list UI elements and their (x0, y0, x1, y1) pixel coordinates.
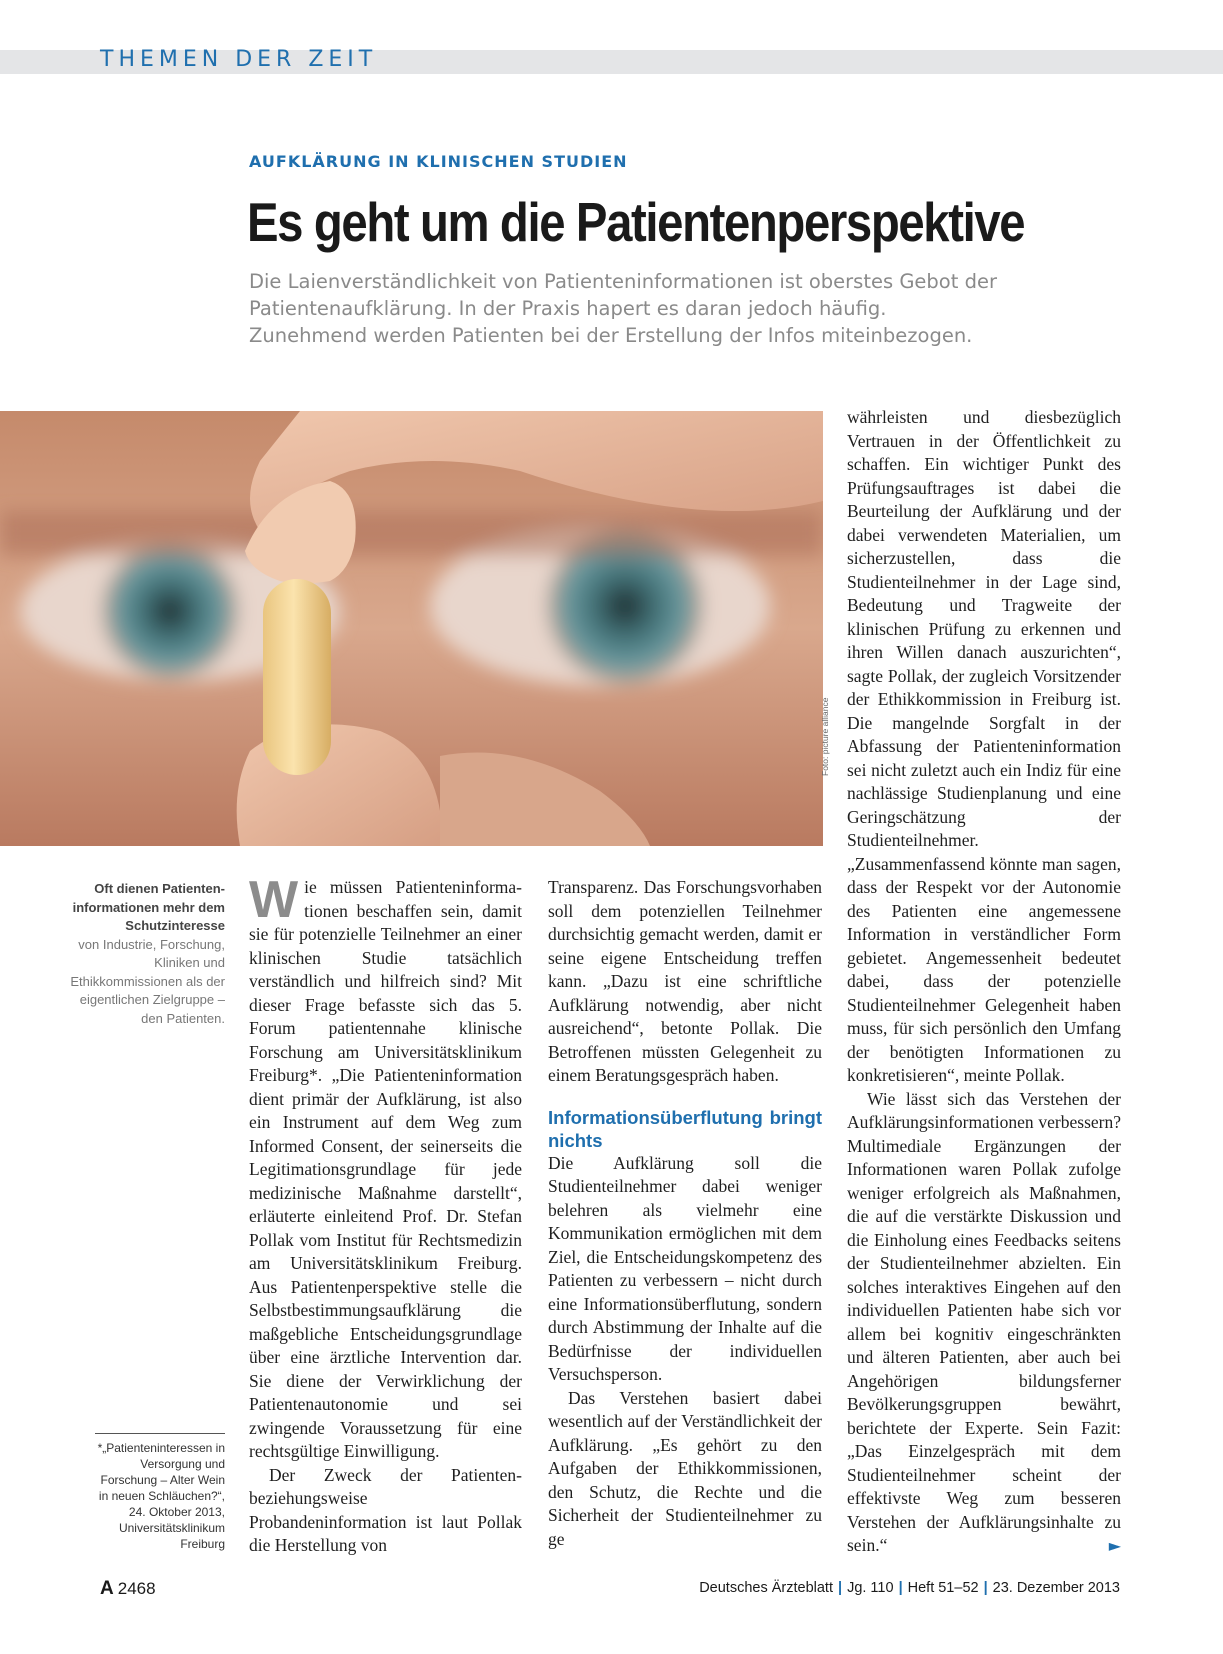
paragraph: währleisten und diesbezüglich Vertrauen in der Öffentlichkeit zu schaffen. Ein wichtiger Punkt des Prüfungsauftrages ist dabei die Beurteilung der Aufklärung und der dabei verwendeten Materialien, um sicherzustellen, dass die Studienteilnehmer in der Lage sind, Bedeutung und Tragweite der klinischen Prüfung zu erkennen und ihren Willen danach auszurichten“, sagte Pollak, der zugleich Vorsitzender der Ethikkommission in Freiburg ist. Die mangelnde Sorgfalt in der Abfassung der Patienteninformation sei nicht zuletzt auch ein Indiz für eine nachlässige Studienplanung und eine Geringschätzung der Studienteilnehmer. „Zusammenfassend könnte man sagen, dass der Respekt vor der Autonomie des Patienten eine angemessene Information in verständlicher Form gebietet. Angemessenheit bedeutet dabei, dass der potenzielle Studienteilnehmer Gelegenheit haben muss, für sich persönlich den Umfang der benötigten Informationen zu konkretisieren“, meinte Pollak. (847, 407, 1121, 1085)
paragraph: Die Aufklärung soll die Studienteilnehmer dabei weniger belehren als vielmehr eine Kommunikation ermöglichen mit dem Ziel, die Entscheidungskompetenz des Patienten zu verbessern – nicht durch eine Informationsüberflutung, sondern durch Abstimmung der Inhalte auf die Bedürfnisse der individuellen Versuchsperson. (548, 1152, 822, 1384)
journal-footer: Deutsches Ärzteblatt | Jg. 110 | Heft 51–52 | 23. Dezember 2013 (699, 1580, 1120, 1596)
article-lead (249, 268, 1129, 349)
section-label: THEMEN DER ZEIT (100, 47, 378, 72)
lead-line: Zunehmend werden Patienten bei der Erstellung der Infos miteinbezogen. (249, 324, 973, 347)
journal-date: 23. Dezember 2013 (992, 1580, 1120, 1596)
text-column-2 (548, 876, 822, 1551)
paragraph: Transparenz. Das Forschungsvorhaben soll dem potenziellen Teilnehmer durchsichtig gemacht werden, damit er seine eigene Entscheidung treffen kann. „Dazu ist eine schriftliche Aufklärung notwendig, aber nicht ausreichend“, betonte Pollak. Die Betroffenen müssten Gelegenheit zu einem Beratungsgespräch haben. (548, 877, 822, 1085)
journal-volume: Jg. 110 (847, 1580, 894, 1596)
footnote: *„Patienteninteressen in Versorgung und Forschung – Alter Wein in neuen Schläuchen?“, 24. Oktober 2013, Universitätsklinikum Freiburg (95, 1433, 225, 1552)
article-kicker: AUFKLÄRUNG IN KLINISCHEN STUDIEN (249, 152, 628, 171)
page-number (100, 1578, 156, 1600)
photo-caption (60, 880, 225, 1028)
text-column-1 (249, 871, 522, 1558)
lead-line: Die Laienverständlichkeit von Patienteninformationen ist oberstes Gebot der (249, 270, 997, 293)
journal-issue: Heft 51–52 (907, 1580, 979, 1596)
caption-text: von Industrie, Forschung, Kliniken und Ethikkommissionen als der eigentlichen Zielgruppe – den Patienten. (70, 936, 225, 1026)
text-column-3 (847, 406, 1121, 1558)
drop-cap: W (249, 871, 299, 929)
paragraph: Wie lässt sich das Verstehen der Aufklärungsinformationen verbessern? Multimediale Ergänzungen der Informationen waren Pollak zufolge weniger erfolgreich als Maßnahmen, die auf die verstärkte Diskussion und die Einholung eines Feedbacks seitens der Studienteilnehmer abzielten. Ein solches interaktives Eingehen auf den individuellen Patienten habe sich vor allem bei kognitiv eingeschränkten und älteren Patienten, aber auch bei Angehörigen bildungsferner Bevölkerungsgruppen bewährt, berichtete der Experte. Sein Fazit: „Das Einzelgespräch mit dem Studienteilnehmer scheint der effektivste Weg zum besseren Verstehen der Aufklärungsinhalte zu sein.“ (847, 1088, 1121, 1555)
page-number-value: 2468 (117, 1579, 156, 1598)
journal-name: Deutsches Ärzteblatt (699, 1580, 833, 1596)
pill-eyes-illustration (0, 411, 823, 846)
page-prefix: A (100, 1578, 114, 1599)
paragraph: Das Verstehen basiert dabei wesentlich auf der Verständlichkeit der Aufklärung. „Es gehört zu den Aufgaben der Ethikkommissionen, den Schutz, die Rechte und die Sicherheit der Studienteilnehmer zu ge (548, 1387, 822, 1549)
caption-title: Oft dienen Patienteninformationen mehr dem Schutzinteresse (72, 881, 225, 933)
lead-line: Patientenaufklärung. In der Praxis hapert es daran jedoch häufig. (249, 297, 887, 320)
article-end-arrow-icon: ► (1108, 1536, 1121, 1555)
article-photo (0, 411, 823, 846)
article-headline: Es geht um die Patientenperspektive (247, 191, 1025, 253)
photo-credit: Foto: picture alliance (820, 697, 830, 776)
subheading: Informationsüberflutung bringt nichts (548, 1106, 822, 1151)
paragraph: Der Zweck der Patienten- beziehungsweise Probandeninformation ist laut Pollak die Herstellung von (249, 1464, 522, 1555)
paragraph: ie müssen Patienteninformationen beschaffen sein, damit sie für potenzielle Teilnehmer an einer klinischen Studie tatsächlich verständlich und hilfreich sind? Mit dieser Frage befasste sich das 5. Forum patientennahe klinische Forschung am Universitätsklinikum Freiburg*. „Die Patienteninformation dient primär der Aufklärung, ist also ein Instrument auf dem Weg zum Informed Consent, der seinerseits die Legitimationsgrundlage für jede medizinische Maßnahme darstellt“, erläuterte einleitend Prof. Dr. Stefan Pollak vom Institut für Rechtsmedizin am Universitätsklinikum Freiburg. Aus Patientenperspektive stelle die Selbstbestimmungsaufklärung die maßgebliche Entscheidungsgrundlage über eine ärztliche Intervention dar. Sie diene der Verwirklichung der Patientenautonomie und sei zwingende Voraussetzung für eine rechtsgültige Einwilligung. (249, 877, 522, 1461)
